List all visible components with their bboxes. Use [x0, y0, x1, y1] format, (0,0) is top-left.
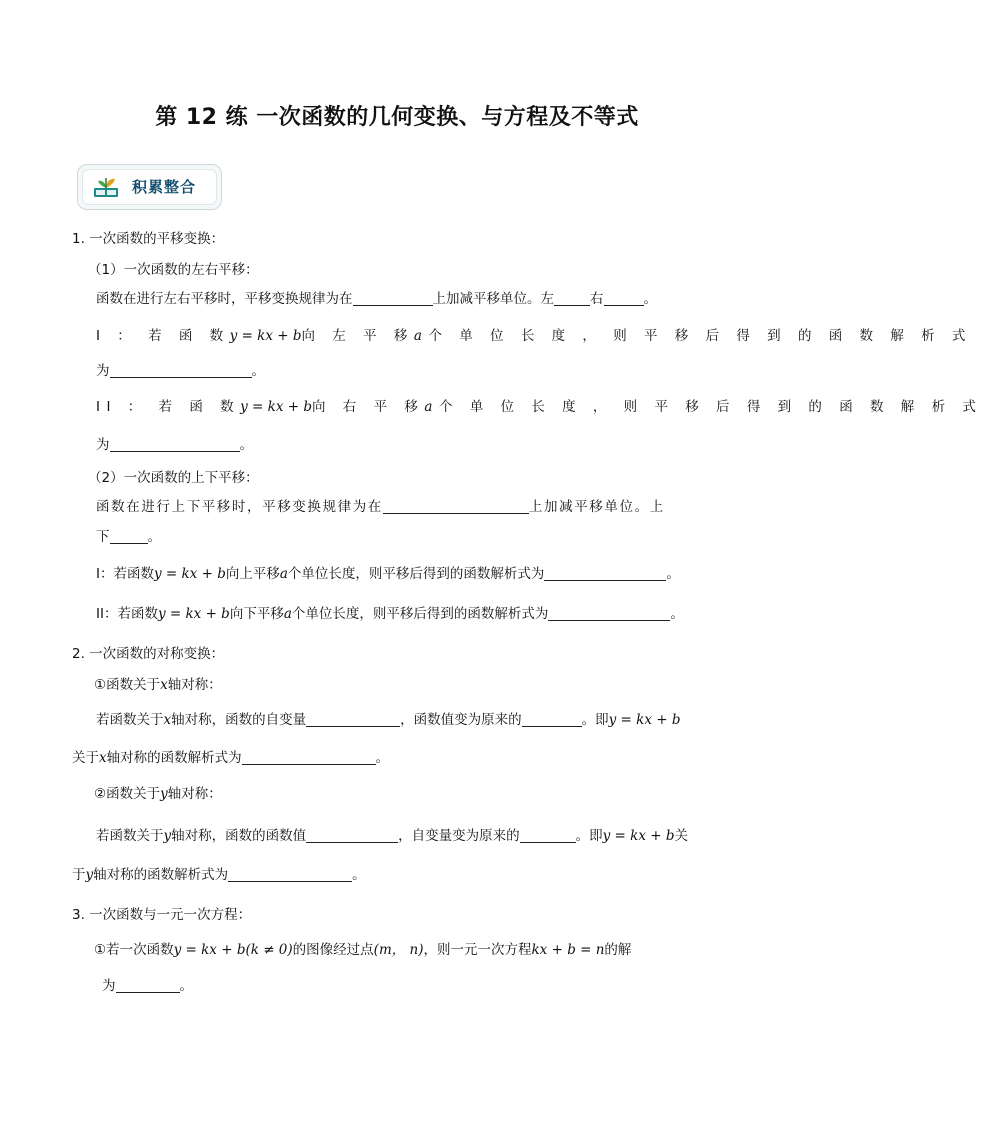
text: ，则一元一次方程 — [423, 942, 532, 958]
math-var: x — [160, 677, 168, 693]
text: 轴对称的函数解析式为 — [106, 750, 242, 766]
text: 若函数关于 — [96, 828, 164, 844]
text: 。即 — [581, 712, 609, 728]
badge-label: 积累整合 — [132, 178, 197, 196]
equation: y = kx + b — [157, 606, 230, 622]
text: I：若函数 — [96, 566, 154, 582]
answer-line — [96, 528, 161, 546]
answer-line — [96, 362, 265, 380]
blank — [544, 566, 666, 581]
point-mn: (m， n) — [373, 942, 424, 958]
text: 向 右 平 移 — [312, 399, 425, 415]
text: ，函数值变为原来的 — [400, 712, 522, 728]
text: ，自变量变为原来的 — [398, 828, 520, 844]
equation-point-rule — [94, 941, 631, 959]
text: ①若一次函数 — [94, 942, 174, 958]
sub-heading-2: （2）一次函数的上下平移： — [88, 470, 259, 486]
blank — [110, 363, 252, 378]
section-2-heading: 2. 一次函数的对称变换： — [72, 646, 225, 662]
blank — [383, 499, 529, 514]
text: 。 — [147, 529, 161, 545]
math-var: a — [279, 566, 288, 582]
rule-left-right — [96, 290, 657, 308]
text: 向上平移 — [225, 566, 280, 582]
sub-heading-x-axis — [94, 676, 222, 694]
text: 的图像经过点 — [292, 942, 374, 958]
blank — [554, 291, 590, 306]
blank — [604, 291, 644, 306]
math-var: x — [163, 712, 172, 728]
blank — [228, 867, 352, 882]
text: 为 — [96, 363, 110, 379]
text: 为 — [96, 437, 110, 453]
text: 个单位长度，则平移后得到的函数解析式为 — [291, 606, 549, 622]
blank — [306, 828, 398, 843]
blank — [306, 712, 400, 727]
blank — [520, 828, 576, 843]
answer-line — [102, 977, 193, 995]
rule-x-symmetry — [96, 711, 680, 729]
text: 的解 — [604, 942, 632, 958]
text: 关于 — [72, 750, 99, 766]
math-var: a — [413, 328, 429, 344]
text: 。 — [352, 867, 366, 883]
text: 右 — [590, 291, 604, 307]
section-badge — [77, 164, 222, 210]
book-plant-icon — [91, 172, 121, 200]
text: II ： 若 函 数 — [96, 399, 241, 415]
equation: kx + b = n — [531, 942, 605, 958]
math-var: a — [283, 606, 292, 622]
text: 轴对称，函数的自变量 — [171, 712, 307, 728]
answer-line — [72, 749, 389, 767]
math-var: y — [160, 786, 168, 802]
sub-heading-y-axis — [94, 785, 222, 803]
rule-right-shift — [96, 398, 982, 416]
equation: y = kx + b — [240, 399, 312, 415]
blank — [242, 750, 376, 765]
blank — [548, 606, 670, 621]
answer-line — [96, 436, 253, 454]
text: 为 — [102, 978, 116, 994]
text: 下 — [96, 529, 110, 545]
text: 。 — [251, 363, 265, 379]
text: 上加减平移单位。左 — [432, 291, 554, 307]
math-var: y — [163, 828, 172, 844]
text: 。 — [375, 750, 390, 766]
equation: y = kx + b(k ≠ 0) — [173, 942, 293, 958]
blank — [110, 529, 148, 544]
math-var: x — [99, 750, 107, 766]
text: 轴对称： — [167, 786, 222, 802]
text: 。 — [643, 291, 657, 307]
section-1-heading: 1. 一次函数的平移变换： — [72, 231, 225, 247]
equation: y = kx + b — [602, 828, 675, 844]
equation: y = kx + b — [608, 712, 681, 728]
text: 。 — [670, 606, 684, 622]
blank — [353, 291, 433, 306]
sub-heading-1: （1）一次函数的左右平移： — [88, 262, 259, 278]
equation: y = kx + b — [153, 566, 226, 582]
blank — [522, 712, 582, 727]
text: 。即 — [575, 828, 603, 844]
rule-y-symmetry — [96, 827, 688, 845]
text: 个 单 位 长 度 ， 则 平 移 后 得 到 的 函 数 解 析 式 — [438, 399, 982, 415]
rule-down-shift — [96, 605, 684, 623]
text: 若函数关于 — [96, 712, 164, 728]
text: 关 — [674, 828, 688, 844]
text: ②函数关于 — [94, 786, 161, 802]
blank — [110, 437, 240, 452]
text: 轴对称： — [167, 677, 222, 693]
text: 轴对称，函数的函数值 — [171, 828, 307, 844]
rule-up-shift — [96, 565, 680, 583]
text: 上加减平移单位。上 — [528, 499, 665, 515]
rule-left-shift — [96, 327, 972, 345]
math-var: a — [424, 399, 439, 415]
text: ①函数关于 — [94, 677, 161, 693]
text: 个 单 位 长 度 ， 则 平 移 后 得 到 的 函 数 解 析 式 — [428, 328, 972, 344]
text: 向 左 平 移 — [301, 328, 414, 344]
text: I ： 若 函 数 — [96, 328, 230, 344]
text: 函数在进行左右平移时，平移变换规律为在 — [96, 291, 353, 307]
answer-line — [72, 866, 366, 884]
section-3-heading: 3. 一次函数与一元一次方程： — [72, 907, 252, 923]
equation: y = kx + b — [229, 328, 302, 344]
text: 向下平移 — [229, 606, 284, 622]
text: 函数在进行上下平移时，平移变换规律为在 — [96, 499, 383, 515]
text: 。 — [239, 437, 253, 453]
blank — [116, 978, 180, 993]
rule-up-down — [96, 498, 665, 516]
text: 轴对称的函数解析式为 — [93, 867, 229, 883]
math-var: y — [85, 867, 94, 883]
text: 个单位长度，则平移后得到的函数解析式为 — [287, 566, 545, 582]
text: 。 — [666, 566, 680, 582]
page-title: 第 12 练 一次函数的几何变换、与方程及不等式 — [155, 105, 639, 130]
text: 于 — [72, 867, 86, 883]
text: 。 — [179, 978, 193, 994]
text: II：若函数 — [96, 606, 158, 622]
